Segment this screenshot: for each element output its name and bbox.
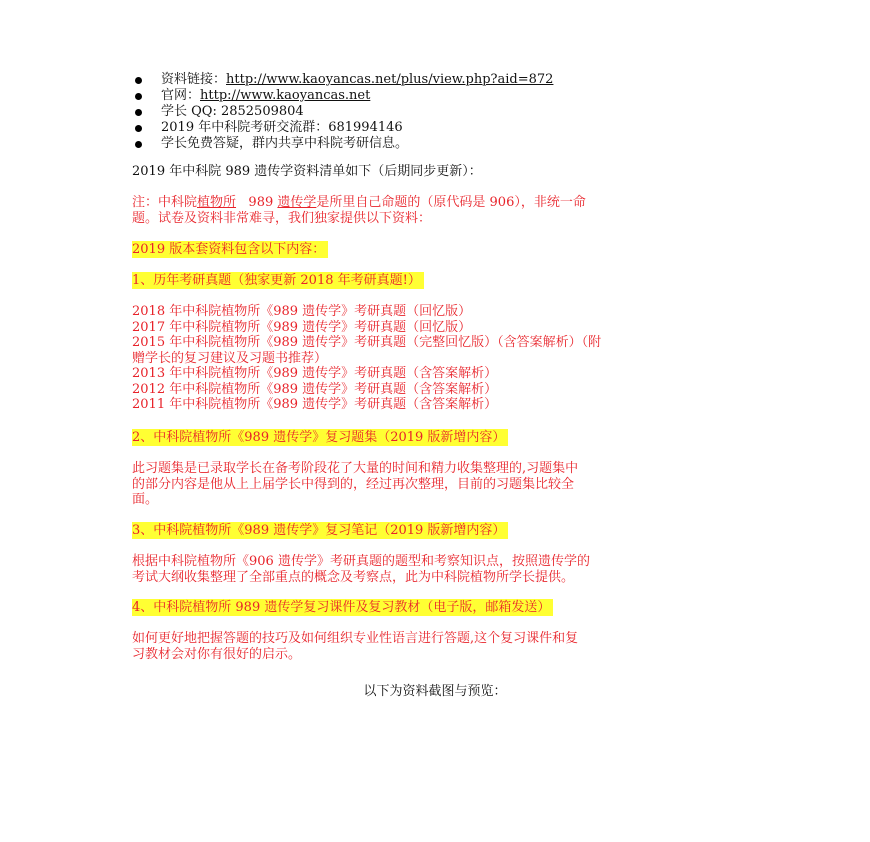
list-item: 赠学长的复习建议及习题书推荐） [132,350,328,366]
intro-text: 2019 年中科院 989 遗传学资料清单如下（后期同步更新）： [132,164,482,179]
contents-heading: 2019 版本套资料包含以下内容： [132,242,742,258]
list-item: 2011 年中科院植物所《989 遗传学》考研真题（含答案解析） [132,397,498,412]
list-item: 学长 QQ: 2852509804 [133,104,553,120]
exam-list [132,304,742,413]
contact-list [133,72,553,152]
list-item: 官网：http://www.kaoyancas.net [133,88,553,104]
list-item: 2015 年中科院植物所《989 遗传学》考研真题（完整回忆版）（含答案解析）（附 [132,335,602,350]
section-2-body: 此习题集是已录取学长在备考阶段花了大量的时间和精力收集整理的,习题集中 的部分内容是他从上上届学长中得到的，经过再次整理，目前的习题集比较全 面。 [132,461,579,507]
list-item: 资料链接：http://www.kaoyancas.net/plus/view.php?aid=872 [133,72,553,88]
section-4-body: 如何更好地把握答题的技巧及如何组织专业性语言进行答题,这个复习课件和复 习教材会对你有很好的启示。 [132,631,579,662]
official-site-link[interactable]: http://www.kaoyancas.net [200,88,371,103]
list-item: 2013 年中科院植物所《989 遗传学》考研真题（含答案解析） [132,366,498,381]
note-paragraph: 注：中科院植物所 989 遗传学是所里自己命题的（原代码是 906），非统一命 题。试卷及资料非常难寻，我们独家提供以下资料： [132,195,586,226]
section-3-body: 根据中科院植物所《906 遗传学》考研真题的题型和考察知识点，按照遗传学的 考试大纲收集整理了全部重点的概念及考察点，此为中科院植物所学长提供。 [132,554,590,585]
section-3-title: 3、中科院植物所《989 遗传学》复习笔记（2019 版新增内容） [132,523,742,539]
section-4-title: 4、中科院植物所 989 遗传学复习课件及复习教材（电子版，邮箱发送） [132,600,742,616]
section-2-title: 2、中科院植物所《989 遗传学》复习题集（2019 版新增内容） [132,430,742,446]
list-item: 2018 年中科院植物所《989 遗传学》考研真题（回忆版） [132,304,472,319]
list-item: 学长免费答疑，群内共享中科院考研信息。 [133,136,553,152]
material-link[interactable]: http://www.kaoyancas.net/plus/view.php?aid=872 [226,72,554,87]
preview-caption: 以下为资料截图与预览： [363,684,507,699]
section-1-title: 1、历年考研真题（独家更新 2018 年考研真题!） [132,273,742,289]
list-item: 2019 年中科院考研交流群：681994146 [133,120,553,136]
list-item: 2017 年中科院植物所《989 遗传学》考研真题（回忆版） [132,319,472,335]
list-item: 2012 年中科院植物所《989 遗传学》考研真题（含答案解析） [132,381,498,397]
